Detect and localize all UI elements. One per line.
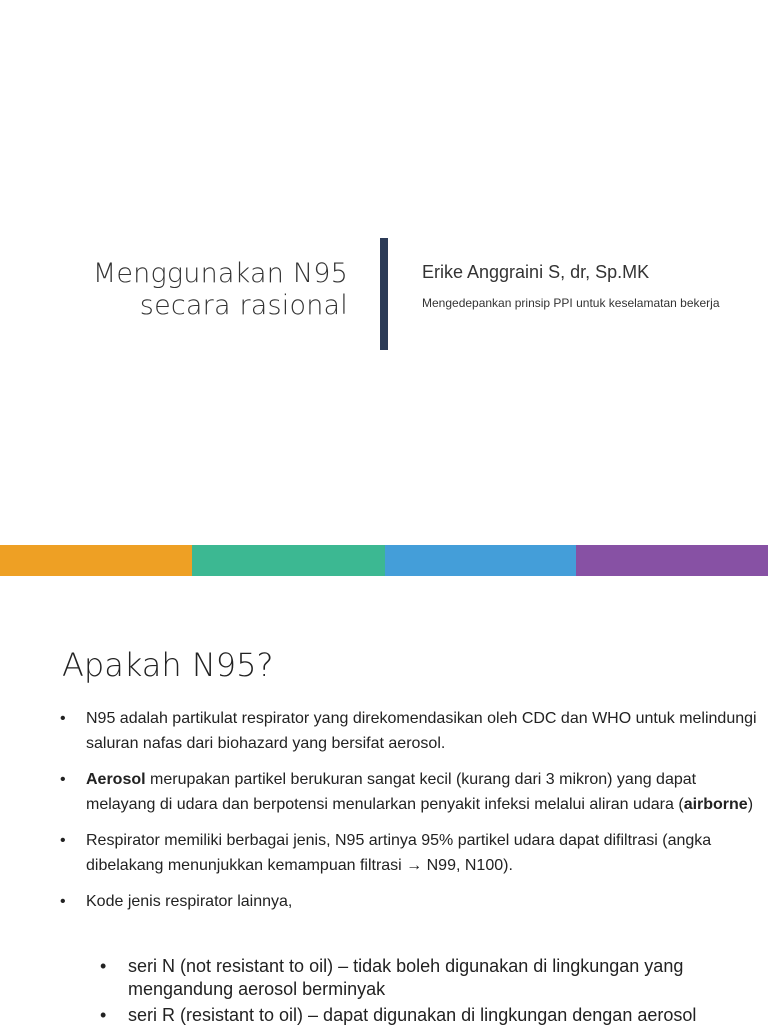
subtitle: Mengedepankan prinsip PPI untuk keselamatan bekerja — [422, 296, 720, 310]
author-name: Erike Anggraini S, dr, Sp.MK — [422, 262, 650, 282]
bullet-dot: • — [100, 956, 107, 976]
bullet-dot: • — [60, 710, 66, 727]
bullet-item — [60, 889, 760, 914]
bullet-item — [60, 767, 760, 817]
bullet-item — [60, 828, 760, 878]
bullet-text: merupakan partikel berukuran sangat kecil (kurang dari 3 mikron) yang dapat melayang di udara dan berpotensi menularkan penyakit infeksi melalui aliran udara ( — [86, 771, 697, 813]
bullet-dot: • — [60, 832, 66, 849]
sub-bullet-item — [100, 955, 750, 1001]
sub-bullet-list — [100, 955, 750, 1030]
bullet-list — [60, 706, 760, 925]
color-strip — [0, 545, 768, 576]
bullet-text-end: ) — [747, 796, 754, 813]
sub-bullet-text: seri R (resistant to oil) – dapat digunakan di lingkungan dengan aerosol — [128, 1005, 697, 1025]
bullet-item — [60, 706, 760, 756]
bullet-dot: • — [60, 771, 66, 788]
strip-orange — [0, 545, 192, 576]
content-slide — [0, 576, 768, 1024]
bullet-text: Kode jenis respirator lainnya, — [86, 893, 293, 910]
presentation-title — [0, 258, 348, 322]
strip-blue — [385, 545, 576, 576]
bullet-bold-term: airborne — [683, 796, 748, 813]
title-line-2: secara rasional — [139, 290, 348, 321]
bullet-bold-term: Aerosol — [86, 771, 146, 788]
vertical-divider — [380, 238, 388, 350]
bullet-dot: • — [60, 893, 66, 910]
title-line-1: Menggunakan N95 — [92, 258, 348, 289]
bullet-dot: • — [100, 1005, 107, 1025]
strip-green — [192, 545, 385, 576]
bullet-text: N95 adalah partikulat respirator yang direkomendasikan oleh CDC dan WHO untuk melindungi saluran nafas dari biohazard yang bersifat aerosol. — [86, 710, 757, 752]
sub-bullet-text: seri N (not resistant to oil) – tidak boleh digunakan di lingkungan yang mengandung aerosol berminyak — [128, 956, 684, 999]
strip-purple — [576, 545, 768, 576]
bullet-text: Respirator memiliki berbagai jenis, N95 artinya 95% partikel udara dapat difiltrasi (angka dibelakang menunjukkan kemampuan filtrasi → N99, N100). — [86, 832, 712, 874]
slide-heading: Apakah N95? — [62, 646, 274, 684]
